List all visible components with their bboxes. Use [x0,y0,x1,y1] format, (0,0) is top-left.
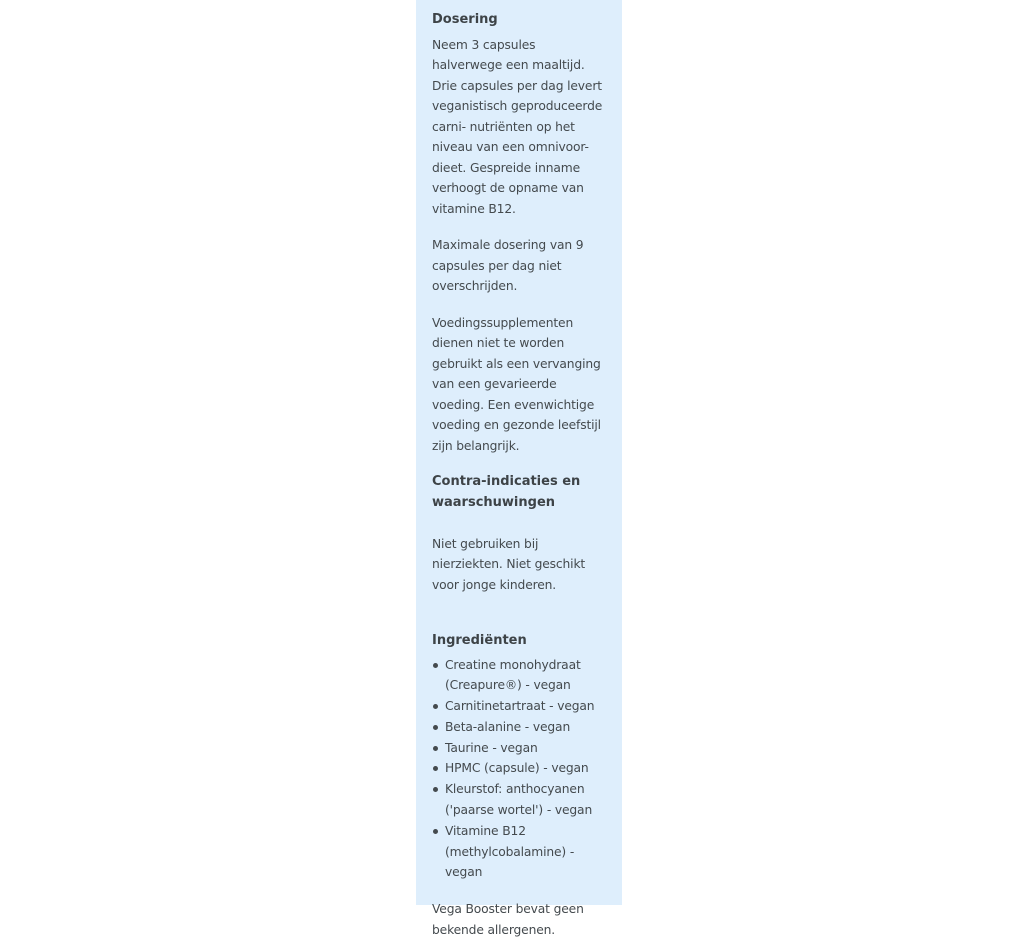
bullet-icon [433,663,438,668]
ingredient-label: Creatine monohydraat (Creapure®) - vegan [445,657,581,693]
ingredient-label: Taurine - vegan [445,740,538,755]
ingredient-label: Beta-alanine - vegan [445,719,571,734]
ingredienten-list [432,655,608,884]
ingredient-label: HPMC (capsule) - vegan [445,761,589,776]
ingredient-label: Carnitinetartraat - vegan [445,699,595,714]
ingredient-item [432,696,608,717]
dosering-heading: Dosering [432,12,498,27]
dosering-paragraph-1: Neem 3 capsules halverwege een maaltijd. Drie capsules per dag levert veganistisch geproduceerde carni- nutriënten op het niveau van een omnivoor-dieet. Gespreide inname verhoogt de opname van vitamine B12. [432,37,603,216]
ingredient-item [432,655,608,697]
ingredient-item [432,779,608,821]
bullet-icon [433,746,438,751]
bullet-icon [433,787,438,792]
ingredient-item [432,738,608,759]
allergen-note: Vega Booster bevat geen bekende allergenen. [432,902,584,937]
contra-indicaties-heading: Contra-indicaties en waarschuwingen [432,474,581,510]
bullet-icon [433,766,438,771]
bullet-icon [433,704,438,709]
ingredient-item [432,821,608,883]
bullet-icon [433,829,438,834]
ingredienten-heading: Ingrediënten [432,633,527,648]
dosering-paragraph-2: Maximale dosering van 9 capsules per dag niet overschrijden. [432,238,584,293]
ingredient-label: Vitamine B12 (methylcobalamine) - vegan [445,823,575,880]
ingredient-item [432,717,608,738]
dosering-paragraph-3: Voedingssupplementen dienen niet te worden gebruikt als een vervanging van een gevarieerde voeding. Een evenwichtige voeding en gezonde leefstijl zijn belangrijk. [432,315,601,453]
ingredient-label: Kleurstof: anthocyanen ('paarse wortel') - vegan [445,782,593,818]
contra-indicaties-text: Niet gebruiken bij nierziekten. Niet geschikt voor jonge kinderen. [432,536,586,592]
product-info-panel [416,0,622,937]
ingredient-item [432,758,608,779]
bullet-icon [433,725,438,730]
